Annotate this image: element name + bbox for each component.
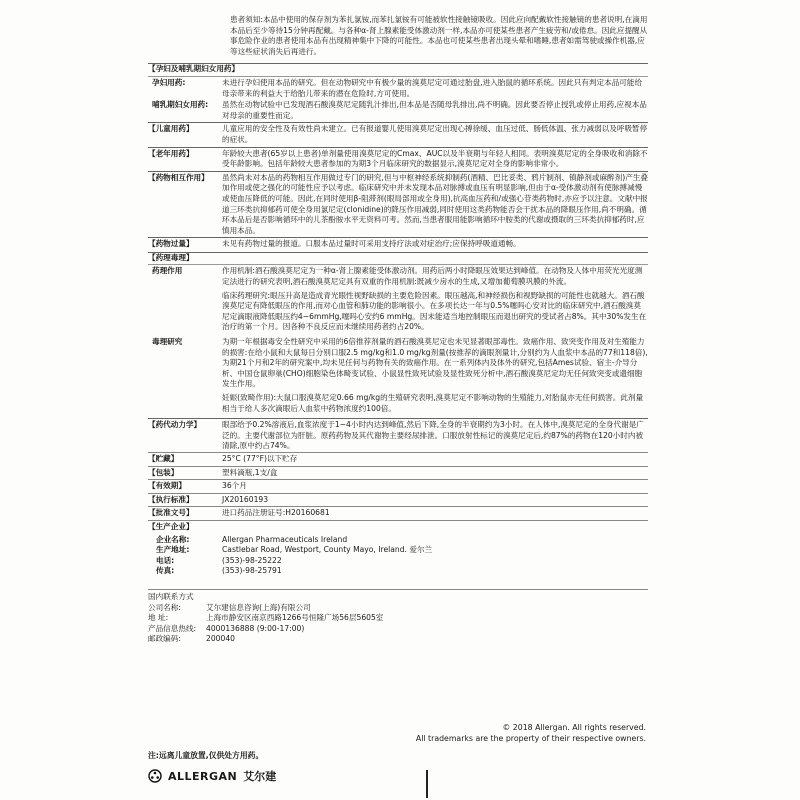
overdose-text: 未见有药物过量的报道。口服本品过量时可采用支持疗法或对症治疗;应保持呼吸道通畅。: [222, 239, 521, 249]
pharm-group-heading: 【药理毒理】: [148, 252, 648, 266]
contact-row: [148, 613, 648, 624]
manufacturer-label: 【生产企业】: [148, 521, 194, 531]
approval-label: 【批准文号】: [148, 508, 194, 518]
toxicology-paragraph: 为期一年根据毒安全性研究中采用的6倍推荐剂量的酒石酸溴莫尼定也未见显著眼部毒性。致癌作用、致突变作用及对生殖能力的损害:在给小鼠和大鼠每日分别口服2.5 mg/kg和1.0 mg/kg剂量(按推荐的滴眼剂量计,分别约为人血浆中本品的77和118倍),为期21个月和2年的研究案中,均未见任何与药物有关的致癌作用。在一系列体内及体外的研究,包括Ames试验、宿主-介导分析、中国仓鼠卵巢(CHO)细胞染色体畸变试验、小鼠显性致死试验及显性致死分析中,酒石酸溴莫尼定均无任何致突变或遗细胞发生作用。: [222, 337, 648, 389]
contact-row: [148, 624, 648, 635]
approval-row: [148, 506, 648, 520]
pediatric-section: [148, 122, 648, 145]
validity-row: [148, 479, 648, 493]
pharmacology-paragraph: 临床药理研究:眼压升高是造成青光眼性视野缺损的主要危险因素。眼压越高,和神经损伤和视野缺损的可能性也就越大。酒石酸溴莫尼定有降低眼压的作用,而对心血管和肺功能的影响很小。在多项长达一年与0.5%噻吗心安对比的临床研究中,酒石酸溴莫尼定滴眼液降低眼压约4~6mmHg,噻吗心安约6 mmHg。因未能适当地控制眼压而退出研究的受试者占8%。其中30%发生在治疗的第一个月。因各种不良反应而未继续用药者约占20%。: [222, 290, 647, 332]
package-label: 【包装】: [148, 467, 179, 477]
standard-label: 【执行标准】: [148, 494, 194, 504]
standard-row: [148, 493, 648, 507]
elderly-label: 【老年用药】: [148, 148, 194, 158]
elderly-text: 年龄较大患者(65岁以上患者)单剂量使用溴莫尼定的Cmax、AUC以及半衰期与年轻人相同。表明溴莫尼定的全身吸收和消除不受年龄影响。包括年龄较大患者参加的为期3个月临床研究的数据显示,溴莫尼定对全身的影响非常小。: [222, 148, 648, 169]
contact-key: 地 址:: [148, 613, 169, 623]
contact-key: 产品信息热线:: [148, 623, 197, 633]
contact-key: 邮政编码:: [148, 634, 181, 644]
pharmacology-section: [148, 266, 648, 336]
contact-row: [148, 634, 648, 645]
manufacturer-block: [148, 535, 648, 577]
toxicology-label: 毒理研究: [152, 337, 183, 347]
standard-value: JX20160193: [222, 494, 269, 504]
manufacturer-value: (353)-98-25791: [222, 566, 282, 576]
validity-value: 36个月: [222, 481, 247, 491]
pk-section: [148, 418, 648, 452]
patient-notice: 患者须知:本品中使用的保存剂为苯扎氯铵,而苯扎氯铵有可能被软性接触镜吸收。因此应向配戴软性接触镜的患者说明,在滴用本品后至少等待15分钟再配戴。与各种α-肾上腺素能受体激动剂一样,本品亦可使某些患者产生疲劳和/或倦怠。因此应提醒从事危险作业的患者使用本品有出现精神集中下降的可能性。本品也可使某些患者出现头晕和嗜睡,患者如需驾驶或操作机器,应等这些症状消失后再进行。: [230, 15, 648, 56]
logo-brand-text: ALLERGAN: [168, 769, 238, 783]
pediatric-label: 【儿童用药】: [148, 124, 194, 134]
package-row: [148, 466, 648, 480]
contact-value: 上海市静安区南京西路1266号恒隆广场56层5605室: [206, 613, 384, 623]
storage-value: 25°C (77°F)以下贮存: [222, 453, 298, 463]
lactation-section: [148, 100, 648, 121]
toxicology-paragraph: 妊娠(致畸作用):大鼠口服溴莫尼定0.66 mg/kg的生殖研究表明,溴莫尼定不影响动物的生殖能力,对胎鼠亦无任何损害。此剂量相当于给人多次滴眼后人血浆中药物浓度约100倍。: [222, 393, 644, 413]
manufacturer-key: 生产地址:: [156, 545, 190, 555]
overdose-label: 【药物过量】: [148, 239, 194, 249]
footer-note: 注:远离儿童放置,仅供处方用药。: [148, 751, 264, 760]
interactions-label: 【药物相互作用】: [148, 172, 209, 182]
manufacturer-row: [148, 556, 648, 567]
overdose-section: [148, 237, 648, 250]
manufacturer-row: [148, 566, 648, 577]
storage-label: 【贮藏】: [148, 453, 179, 463]
manufacturer-value: Castlebar Road, Westport, County Mayo, Ireland. 爱尔兰: [222, 545, 433, 555]
package-value: 塑料滴瓶,1支/盒: [222, 467, 278, 477]
manufacturer-key: 电话:: [156, 555, 175, 565]
pregnancy-label: 孕妇用药:: [152, 77, 186, 87]
pediatric-text: 儿童应用的安全性及有效性尚未建立。已有报道婴儿使用溴莫尼定出现心搏徐缓、血压过低、肠低体温、张力减弱以及呼吸暂停的症状。: [222, 124, 648, 144]
manufacturer-row: [148, 545, 648, 556]
logo-chinese-text: 艾尔建: [243, 770, 277, 783]
manufacturer-value: Allergan Pharmaceuticals Ireland: [222, 534, 348, 544]
allergan-logo: [148, 768, 276, 784]
leaflet-page: [148, 14, 648, 645]
contact-title: 国内联系方式: [148, 591, 194, 601]
lactation-text: 虽然在动物试验中已发现酒石酸溴莫尼定随乳汁排出,但本品是否随母乳排出,尚不明确。因此要否停止授乳或停止用药,应视本品对母亲的重要性而定。: [222, 100, 647, 120]
manufacturer-heading-row: [148, 520, 648, 534]
pregnancy-text: 未进行孕妇使用本品的研究。但在动物研究中有极少量的溴莫尼定可通过胎盘,进入胎鼠的循环系统。因此只有判定本品可能给母亲带来的利益大于给胎儿带来的潜在危险时,方可使用。: [222, 77, 643, 98]
elderly-section: [148, 147, 648, 170]
contact-row: [148, 603, 648, 614]
trademark-line: All trademarks are the property of their respective owners.: [415, 734, 646, 743]
pk-text: 眼部给予0.2%溶液后,血浆浓度于1~4小时内达到峰值,然后下降,全身的半衰期约为3小时。在人体中,溴莫尼定的全身代谢是广泛的。主要代谢部位为肝脏。原药药物及其代谢物主要经尿排泄。口服放射性标记的溴莫尼定后,约87%的药物在120小时内被清除,原中约占74%。: [222, 420, 644, 451]
interactions-section: [148, 171, 648, 237]
pregnancy-section: [148, 78, 648, 99]
allergan-logo-icon: [148, 769, 162, 783]
manufacturer-row: [148, 535, 648, 546]
storage-row: [148, 452, 648, 466]
contact-value: 4000136888 (9:00-17:00): [206, 623, 305, 633]
contact-key: 公司名称:: [148, 602, 181, 612]
approval-value: 进口药品注册证号:H20160681: [222, 508, 330, 518]
contact-value: 200040: [206, 634, 235, 644]
contact-value: 艾尔建信息咨询(上海)有限公司: [206, 602, 311, 612]
validity-label: 【有效期】: [148, 481, 186, 491]
manufacturer-value: (353)-98-25222: [222, 555, 282, 565]
pk-label: 【药代动力学】: [148, 420, 202, 430]
pharmacology-paragraph: 作用机制:酒石酸溴莫尼定为一种α-肾上腺素能受体激动剂。用药后两小时降眼压效果达到峰值。在动物及人体中用荧光光度测定法进行的研究表明,酒石酸溴莫尼定具有双重的作用机制:既减少房水的生成,又增加葡萄膜巩膜的外流。: [222, 266, 643, 287]
lactation-label: 哺乳期妇女用药:: [152, 100, 209, 110]
domestic-contact-block: [148, 589, 648, 645]
interactions-text: 虽然尚未对本品的药物相互作用做过专门的研究,但与中枢神经系统抑制药(酒精、巴比妥类、鸦片制剂、镇静剂或麻醉剂)产生叠加作用或使之强化的可能性应予以考虑。临床研究中并未发现本品对脉搏或血压有明显影响,但由于α-受体激动剂有使脉搏减慢或使血压降低的可能。因此,在同时使用β-阻滞剂(眼局部用或全身用),抗高血压药和/或强心苷类药物时,亦应予以注意。文献中报道三环类抗抑郁药可使全身用氯尼定(clonidine)的降压作用减弱,同时使用这类药物能否会干扰本品的降眼压作用,尚不明确。循环本品后是否影响循环中的儿茶酚胺水平无资料可考。然而,当患者服用能影响循环中胺类的代谢或摄取的三环类抗抑郁药时,应慎用本品。: [222, 172, 648, 235]
copyright-block: [380, 722, 646, 744]
manufacturer-key: 传真:: [156, 566, 175, 576]
manufacturer-key: 企业名称:: [156, 534, 190, 544]
pharmacology-label: 药理作用: [152, 266, 183, 276]
toxicology-section: [148, 337, 648, 417]
fold-mark: [426, 770, 428, 798]
pregnancy-group-heading: 【孕妇及哺乳期妇女用药】: [148, 63, 648, 77]
copyright-line: © 2018 Allergan. All rights reserved.: [502, 723, 646, 732]
